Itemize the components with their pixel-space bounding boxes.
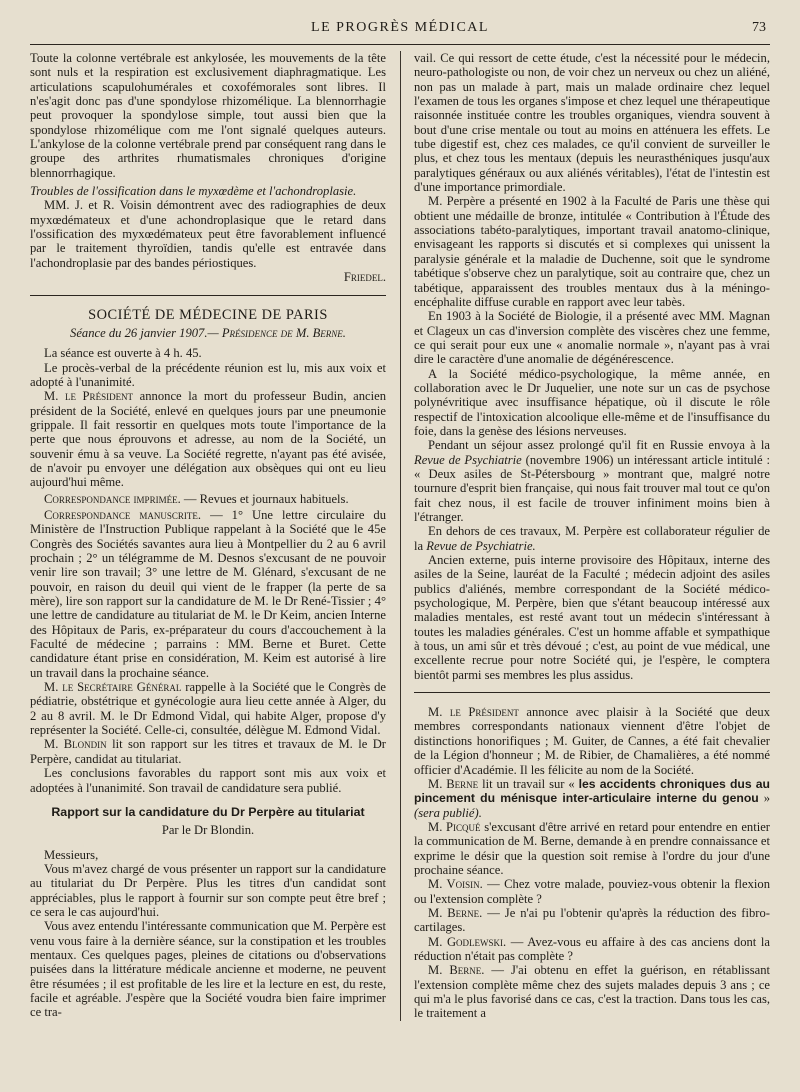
publication-note: (sera publié). [414, 805, 482, 820]
section-title: SOCIÉTÉ DE MÉDECINE DE PARIS [88, 306, 328, 323]
paragraph: La séance est ouverte à 4 h. 45. [44, 346, 202, 361]
paragraph [30, 680, 386, 737]
paragraph [414, 935, 770, 964]
speaker-name: M. Blondin [44, 737, 107, 752]
paragraph: Les conclusions favorables du rapport sont mis aux voix et adoptées à l'unanimité. Son travail de candidature sera publié. [30, 766, 386, 795]
paragraph [414, 820, 770, 877]
paragraph [414, 963, 770, 1020]
paragraph [30, 492, 386, 506]
session-date: Séance du 26 janvier 1907. [70, 325, 208, 340]
right-column [414, 51, 770, 1021]
paragraph [414, 877, 770, 906]
session-line [30, 326, 386, 340]
rubric-label: Correspondance manuscrite. [44, 507, 202, 522]
paragraph-text: — Chez votre malade, pouviez-vous obtenir la flexion ou l'extension complète ? [414, 877, 770, 906]
section-divider [414, 692, 770, 693]
paragraph [414, 906, 770, 935]
paragraph: En 1903 à la Société de Biologie, il a présenté avec MM. Magnan et Clageux un cas d'inversion complète des viscères chez une femme, ce qui serait pour eux une « anomalie normale », n'ayant pas à vrai dire le caractère d'une anomalie de dégénérescence. [414, 309, 770, 367]
paragraph-text: lit son rapport sur les titres et travaux de M. le Dr Perpère, candidat au titulariat. [30, 737, 386, 766]
paragraph-text: annonce la mort du professeur Budin, ancien président de la Société, enlevé en quelques jours par une pneumonie grippale. Il fait ressortir en quelques mots toute l'importance de la perte que nous éprouvons et adresse, au nom de la Société, un souvenir ému à sa veuve. La Société regrette, n'ayant pas été avisée, de n'avoir pu envoyer une délégation aux obsèques qui ont eu lieu aujourd'hui même. [30, 389, 386, 490]
speaker-name: M. Berne [428, 776, 479, 791]
paragraph [30, 508, 386, 680]
paragraph [30, 389, 386, 489]
page-number: 73 [752, 20, 766, 35]
journal-name: Revue de Psychiatrie. [426, 538, 536, 553]
presidency: — Présidence de M. Berne. [207, 325, 346, 340]
salutation: Messieurs, [44, 847, 99, 862]
rubric-label: Correspondance imprimée. [44, 491, 181, 506]
paragraph [414, 777, 770, 820]
paragraph [414, 438, 770, 524]
paragraph-text: — Revues et journaux habituels. [180, 491, 349, 506]
paragraph: vail. Ce qui ressort de cette étude, c'est la nécessité pour le médecin, neuro-pathologiste ou non, de voir chez un nerveux ou chez un aliéné, non pas un malade à part, mais un malade ordinaire chez lequel l'examen de tous les organes s'impose et chez lequel une thérapeutique raisonnée instituée contre les troubles organiques, viendra souvent à bout d'une crise mentale ou tout au moins en atténuera les effets. Le tube digestif est, chez ces malades, ce qu'il convient de surveiller le plus, et chez tous les mentaux (depuis les neurasthéniques jusqu'aux paralytiques généraux ou aux aliénés véritables), l'état de l'intestin est d'une importance primordiale. [414, 51, 770, 195]
report-title: Rapport sur la candidature du Dr Perpère au titulariat [51, 804, 365, 819]
speaker-name: M. Picqué [428, 819, 481, 834]
speaker-name: M. le Président [428, 705, 519, 720]
paragraph: A la Société médico-psychologique, la même année, en collaboration avec le Dr Juquelier, une note sur un cas de psychose polynévritique avec insuffisance hépatique, où il discute le rôle respectif de l'intoxication alcoolique elle-même et de l'insuffisance du foie, dans la genèse des lésions nerveuses. [414, 366, 770, 438]
paragraph: M. Perpère a présenté en 1902 à la Faculté de Paris une thèse qui obtient une médaille de bronze, intitulée « Contribution à l'Étude des associations tabéto-paralytiques, important travail anatomo-clinique, envisageant les rapports si discutés et si complexes qui unissent la paralysie générale et la maladie de Duchenne, soit que le syndrome tabétique s'observe chez un paralytique, soit au contraire que, chez un tabétique, apparaissent des troubles mentaux dus à la méningo-encéphalite diffuse curable en rapport avec leur tabès. [414, 194, 770, 309]
section-divider [30, 295, 386, 296]
paragraph-text: (novembre 1906) un intéressant article intitulé : « Deux asiles de St-Pétersbourg » montrant que, malgré notre tournure d'esprit bien française, qui nous fait trouver mal tout ce qu'on fait chez nous, il est facile de trouver infiniment moins bien à l'étranger. [414, 452, 771, 524]
paragraph-text: annonce avec plaisir à la Société que deux membres correspondants nationaux viennent d'être l'objet de distinctions honorifiques ; M. Guiter, de Cannes, a été fait chevalier de la Légion d'honneur ; M. de Ribier, de Chamalières, a été nommé officier d'Académie. Il les félicite au nom de la Société. [414, 705, 770, 777]
speaker-name: M. le Secrétaire Général [44, 680, 182, 695]
author-signature: Friedel. [343, 270, 386, 285]
paragraph-text: — Avez-vous eu affaire à des cas anciens dont la réduction n'était pas complète ? [414, 934, 770, 963]
two-columns [30, 51, 770, 1021]
paper-title: les accidents chroniques dus au pincement du ménisque inter-articulaire interne du genou [414, 776, 770, 806]
speaker-name: M. le Président [44, 389, 134, 404]
paragraph-text: Pendant un séjour assez prolongé qu'il fit en Russie envoya à la [428, 438, 770, 453]
paragraph: Toute la colonne vertébrale est ankylosée, les mouvements de la tête sont nuls et la respiration est exclusivement diaphragmatique. Les articulations scapulohumérales et coxofémorales sont libres. Il n'es'agit donc pas d'une spondylose rhizomélique. La blennorrhagie peut provoquer la spondylose simple, tout aussi bien que la spondylose rhizomélique com me l'ont signalé quelques auteurs. L'ankylose de la colonne vertébrale prend par conséquent rang dans le groupe des arthrites rhumatismales chroniques d'origine blennorrhagique. [30, 51, 386, 180]
header-rule [30, 44, 770, 45]
column-rule [400, 51, 401, 1021]
paragraph-text: rappelle à la Société que le Congrès de pédiatrie, obstétrique et gynécologie aura lieu cette année à Alger, du 2 au 8 avril. M. le Dr Edmond Vidal, qui habite Alger, propose d'y représenter la Société. Celle-ci, consultée, délègue M. Edmond Vidal. [30, 680, 387, 738]
speaker-name: M. Berne. [428, 905, 483, 920]
paragraph: Ancien externe, puis interne provisoire des Hôpitaux, interne des asiles de la Seine, lauréat de la Faculté ; médecin adjoint des asiles publics d'aliénés, membre correspondant de la Société médico-psychologique, M. Perpère, bien que s'étant beaucoup intéressé aux maladies mentales, est resté avant tout un médecin s'intéressant à toutes les maladies générales. C'est un homme affable et sympathique à tous, un ami sûr et très dévoué ; c'est, au point de vue médical, une excellente recrue pour notre Société qui, je l'espère, le comptera bientôt parmi ses membres les plus assidus. [414, 553, 770, 682]
paragraph-text: lit un travail sur « [478, 776, 579, 791]
journal-title: LE PROGRÈS MÉDICAL [311, 20, 489, 35]
speaker-name: M. Berne. [428, 963, 485, 978]
subsection-heading: Troubles de l'ossification dans le myxœdème et l'achondroplasie. [30, 184, 357, 199]
speaker-name: M. Godlewski. [428, 934, 507, 949]
paragraph [414, 705, 770, 777]
paragraph: Le procès-verbal de la précédente réunion est lu, mis aux voix et adopté à l'unanimité. [30, 360, 386, 389]
paragraph: Vous avez entendu l'intéressante communication que M. Perpère est venu vous faire à la dernière séance, sur la constipation et les troubles mentaux. Ces quelques pages, pleines de citations ou d'observations puisées dans la littérature médicale ancienne et moderne, ne peuvent être résumées ; il est profitable de les lire et la lecture en est, du reste, facile et agréable. J'espère que la Société voudra bien faire imprimer ce tra- [30, 919, 386, 1020]
paragraph [30, 737, 386, 766]
paragraph [414, 524, 770, 553]
journal-name: Revue de Psychiatrie [414, 452, 522, 467]
report-author: Par le Dr Blondin. [161, 823, 255, 838]
paragraph-text: — 1° Une lettre circulaire du Ministère de l'Instruction Publique rappelant à la Société que le 45e Congrès des Sociétés savantes aura lieu à Montpellier du 2 au 6 avril prochain ; 2° un télégramme de M. Desnos s'excusant de ne pouvoir venir lire son travail; 3° une lettre de M. Glénard, s'excusant de ne pouvoir, en raison du deuil qui vient de le frapper (la perte de sa mère), lire son rapport sur la candidature de M. le Dr René-Tissier ; 4° une lettre de candidature au titulariat de M. le Dr Keim, ancien Interne des Hôpitaux de Paris, ex-préparateur du cours d'accouchement à la Faculté de médecine ; parrains : MM. Berne et Buret. Cette candidature étant prise en considération, M. Keim est autorisé à lire un travail dans la prochaine séance. [30, 507, 386, 680]
paragraph-text: — J'ai obtenu en effet la guérison, en rétablissant l'extension complète même chez des sujets malades depuis 3 ans ; ce qui m'a le plus favorisé dans ce cas, c'est la traction. Dans tous les cas, le traitement a [414, 963, 770, 1021]
paragraph: MM. J. et R. Voisin démontrent avec des radiographies de deux myxœdémateux et d'une achondroplasique que le retard dans l'ossification des myxœdémateux peut être favorablement influencé par le traitement thyroïdien, tandis qu'elle est entravée dans l'achondroplasie par des bandes périostiques. [30, 198, 386, 270]
running-head [30, 20, 770, 42]
left-column [30, 51, 386, 1021]
paragraph-text: En dehors de ces travaux, M. Perpère est collaborateur régulier de la [414, 524, 770, 553]
paragraph: Vous m'avez chargé de vous présenter un rapport sur la candidature au titulariat du Dr Perpère. Plus les titres d'un candidat sont appréciables, plus le rapport à fournir sur son compte peut être bref ; ce sera le cas aujourd'hui. [30, 861, 386, 919]
speaker-name: M. Voisin. [428, 877, 483, 892]
paragraph-text: » [758, 791, 770, 806]
paragraph-text: — Je n'ai pu l'obtenir qu'après la réduction des fibro-cartilages. [414, 905, 770, 935]
paragraph-text: s'excusant d'être arrivé en retard pour entendre en entier la communication de M. Berne, demande à en prendre connaissance et exprime le désir que la question soit remise à l'ordre du jour d'une prochaine séance. [414, 819, 771, 877]
